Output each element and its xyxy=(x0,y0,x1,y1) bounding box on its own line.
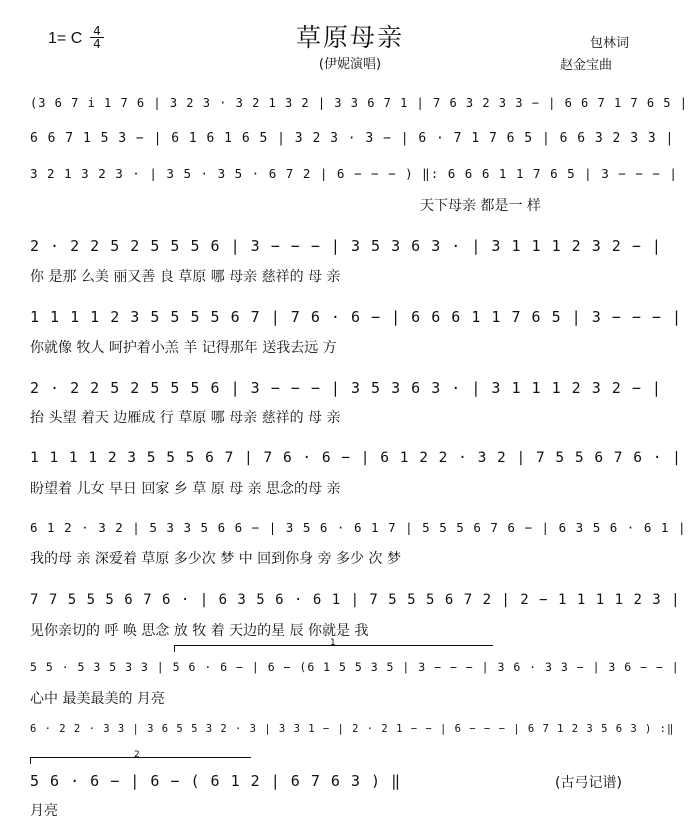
notation-row-9: 7 7 5 5 5 6 7 6 · | 6 3 5 6 · 6 1 | 7 5 5 5 6 7 2 | 2 − 1 1 1 1 2 3 | xyxy=(30,592,681,608)
lyric-row-4: 你 是那 么美 丽又善 良 草原 哪 母亲 慈祥的 母 亲 xyxy=(30,269,341,285)
notation-row-10: 5 5 · 5 3 5 3 3 | 5 6 · 6 − | 6 − (6 1 5 5 3 5 | 3 − − − | 3 6 · 3 3 − | 3 6 − − | xyxy=(30,660,680,674)
time-signature-top: 4 xyxy=(93,24,101,38)
notation-row-1: (3 6 7 i 1 7 6 | 3 2 3 · 3 2 1 3 2 | 3 3 6 7 1 | 7 6 3 2 3 3 − | 6 6 7 1 7 6 5 | xyxy=(30,96,688,110)
lyric-row-7: 盼望着 儿女 早日 回家 乡 草 原 母 亲 思念的母 亲 xyxy=(30,481,341,497)
composer-credit: 赵金宝曲 xyxy=(560,58,613,73)
lyric-row-9: 见你亲切的 呼 唤 思念 放 牧 着 天边的星 辰 你就是 我 xyxy=(30,623,369,639)
lyric-row-8: 我的母 亲 深爱着 草原 多少次 梦 中 回到你身 旁 多少 次 梦 xyxy=(30,551,401,567)
second-ending-number: 2 xyxy=(134,750,140,760)
lyric-row-12: 月亮 xyxy=(30,803,58,819)
key-signature: 1= C xyxy=(48,30,83,47)
lyric-row-6: 抬 头望 着天 边雁成 行 草原 哪 母亲 慈祥的 母 亲 xyxy=(30,410,341,426)
song-title: 草原母亲 xyxy=(295,23,404,52)
lyric-row-10: 心中 最美最美的 月亮 xyxy=(30,691,165,707)
notation-row-4: 2 · 2 2 5 2 5 5 5 6 | 3 − − − | 3 5 3 6 3 · | 3 1 1 1 2 3 2 − | xyxy=(30,237,662,255)
first-ending-number: 1 xyxy=(330,638,336,648)
transcriber-note: (古弓记谱) xyxy=(555,775,622,791)
second-ending-bracket xyxy=(30,757,251,764)
lyricist-credit: 包林词 xyxy=(590,36,630,51)
notation-row-11: 6 · 2 2 · 3 3 | 3 6 5 5 3 2 · 3 | 3 3 1 − | 2 · 2 1 − − | 6 − − − | 6 7 1 2 3 5 6 3 ) :‖ xyxy=(30,723,675,735)
notation-row-12: 5 6 · 6 − | 6 − ( 6 1 2 | 6 7 6 3 ) ‖ xyxy=(30,772,402,790)
lyric-row-3: 天下母亲 都是一 样 xyxy=(420,198,541,214)
notation-row-2: 6 6 7 1 5 3 − | 6 1 6 1 6 5 | 3 2 3 · 3 − | 6 · 7 1 7 6 5 | 6 6 3 2 3 3 | xyxy=(30,131,675,146)
singer-credit: (伊妮演唱) xyxy=(318,57,382,72)
notation-row-6: 2 · 2 2 5 2 5 5 5 6 | 3 − − − | 3 5 3 6 3 · | 3 1 1 1 2 3 2 − | xyxy=(30,379,662,397)
notation-row-7: 1 1 1 1 2 3 5 5 5 6 7 | 7 6 · 6 − | 6 1 2 2 · 3 2 | 7 5 5 6 7 6 · | xyxy=(30,450,682,466)
lyric-row-5: 你就像 牧人 呵护着小羔 羊 记得那年 送我去远 方 xyxy=(30,340,337,356)
notation-row-3: 3 2 1 3 2 3 · | 3 5 · 3 5 · 6 7 2 | 6 − − − ) ‖: 6 6 6 1 1 7 6 5 | 3 − − − | xyxy=(30,166,678,181)
notation-row-5: 1 1 1 1 2 3 5 5 5 5 6 7 | 7 6 · 6 − | 6 6 6 1 1 7 6 5 | 3 − − − | xyxy=(30,308,682,326)
time-signature-bottom: 4 xyxy=(90,37,104,50)
notation-row-8: 6 1 2 · 3 2 | 5 3 3 5 6 6 − | 3 5 6 · 6 1 7 | 5 5 5 6 7 6 − | 6 3 5 6 · 6 1 | xyxy=(30,520,687,535)
